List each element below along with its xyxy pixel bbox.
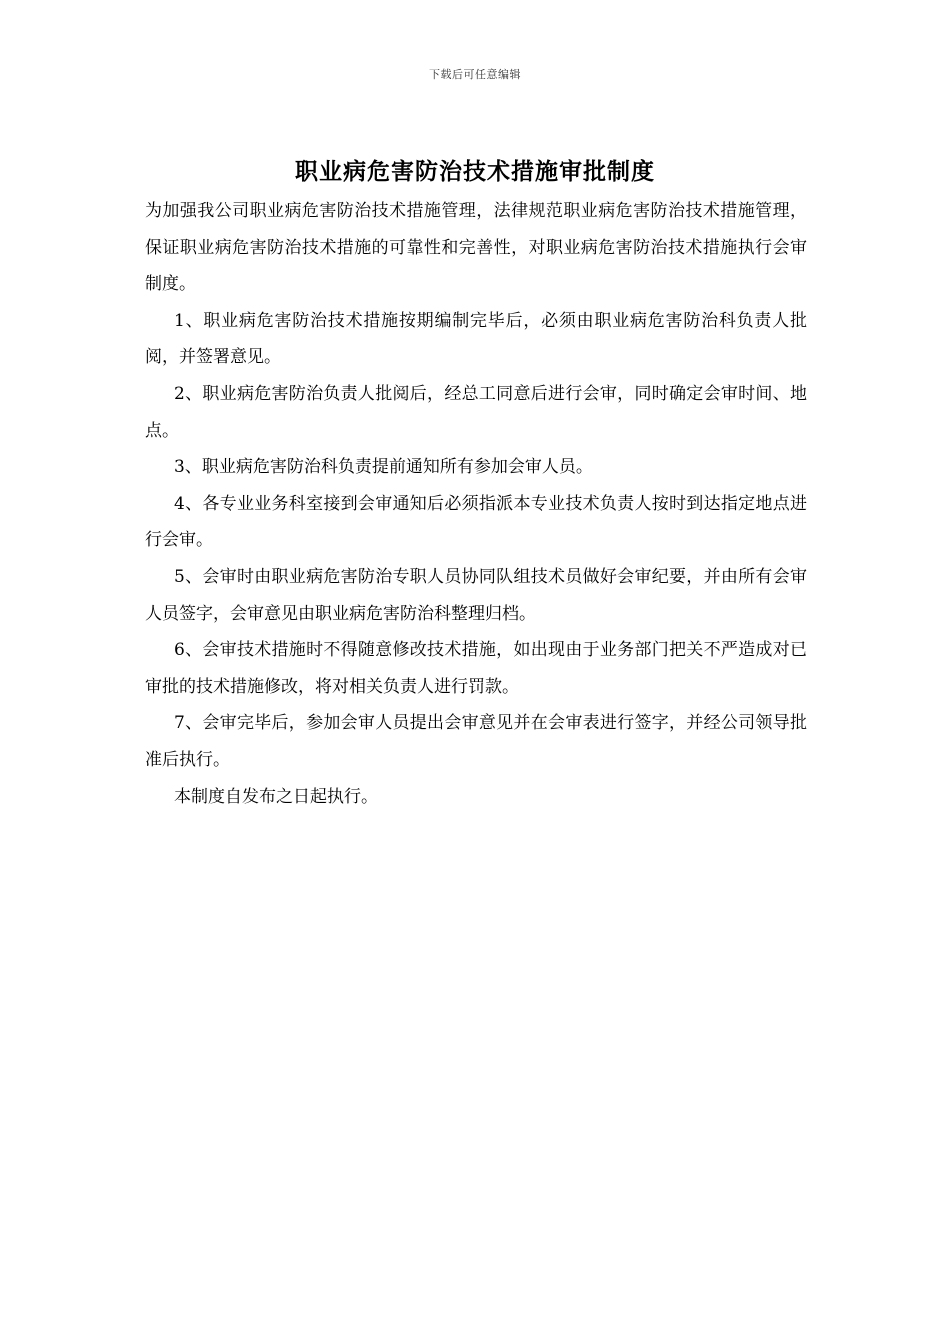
clause-5: 5、会审时由职业病危害防治专职人员协同队组技术员做好会审纪要，并由所有会审人员签字，会审意见由职业病危害防治科整理归档。 [145, 566, 807, 624]
clause-2: 2、职业病危害防治负责人批阅后，经总工同意后进行会审，同时确定会审时间、地点。 [145, 383, 807, 441]
clause-4: 4、各专业业务科室接到会审通知后必须指派本专业技术负责人按时到达指定地点进行会审。 [145, 493, 807, 551]
clause-1: 1、职业病危害防治技术措施按期编制完毕后，必须由职业病危害防治科负责人批阅，并签署意见。 [145, 310, 807, 368]
header-note: 下载后可任意编辑 [429, 68, 521, 81]
closing-paragraph: 本制度自发布之日起执行。 [174, 786, 378, 807]
document-body [145, 193, 807, 815]
document-title: 职业病危害防治技术措施审批制度 [295, 159, 655, 185]
clause-3: 3、职业病危害防治科负责提前通知所有参加会审人员。 [174, 457, 593, 478]
clause-6: 6、会审技术措施时不得随意修改技术措施，如出现由于业务部门把关不严造成对已审批的技术措施修改，将对相关负责人进行罚款。 [145, 640, 807, 697]
intro-paragraph: 为加强我公司职业病危害防治技术措施管理，法律规范职业病危害防治技术措施管理，保证职业病危害防治技术措施的可靠性和完善性，对职业病危害防治技术措施执行会审制度。 [145, 201, 807, 295]
clause-7: 7、会审完毕后，参加会审人员提出会审意见并在会审表进行签字，并经公司领导批准后执行。 [145, 713, 807, 770]
